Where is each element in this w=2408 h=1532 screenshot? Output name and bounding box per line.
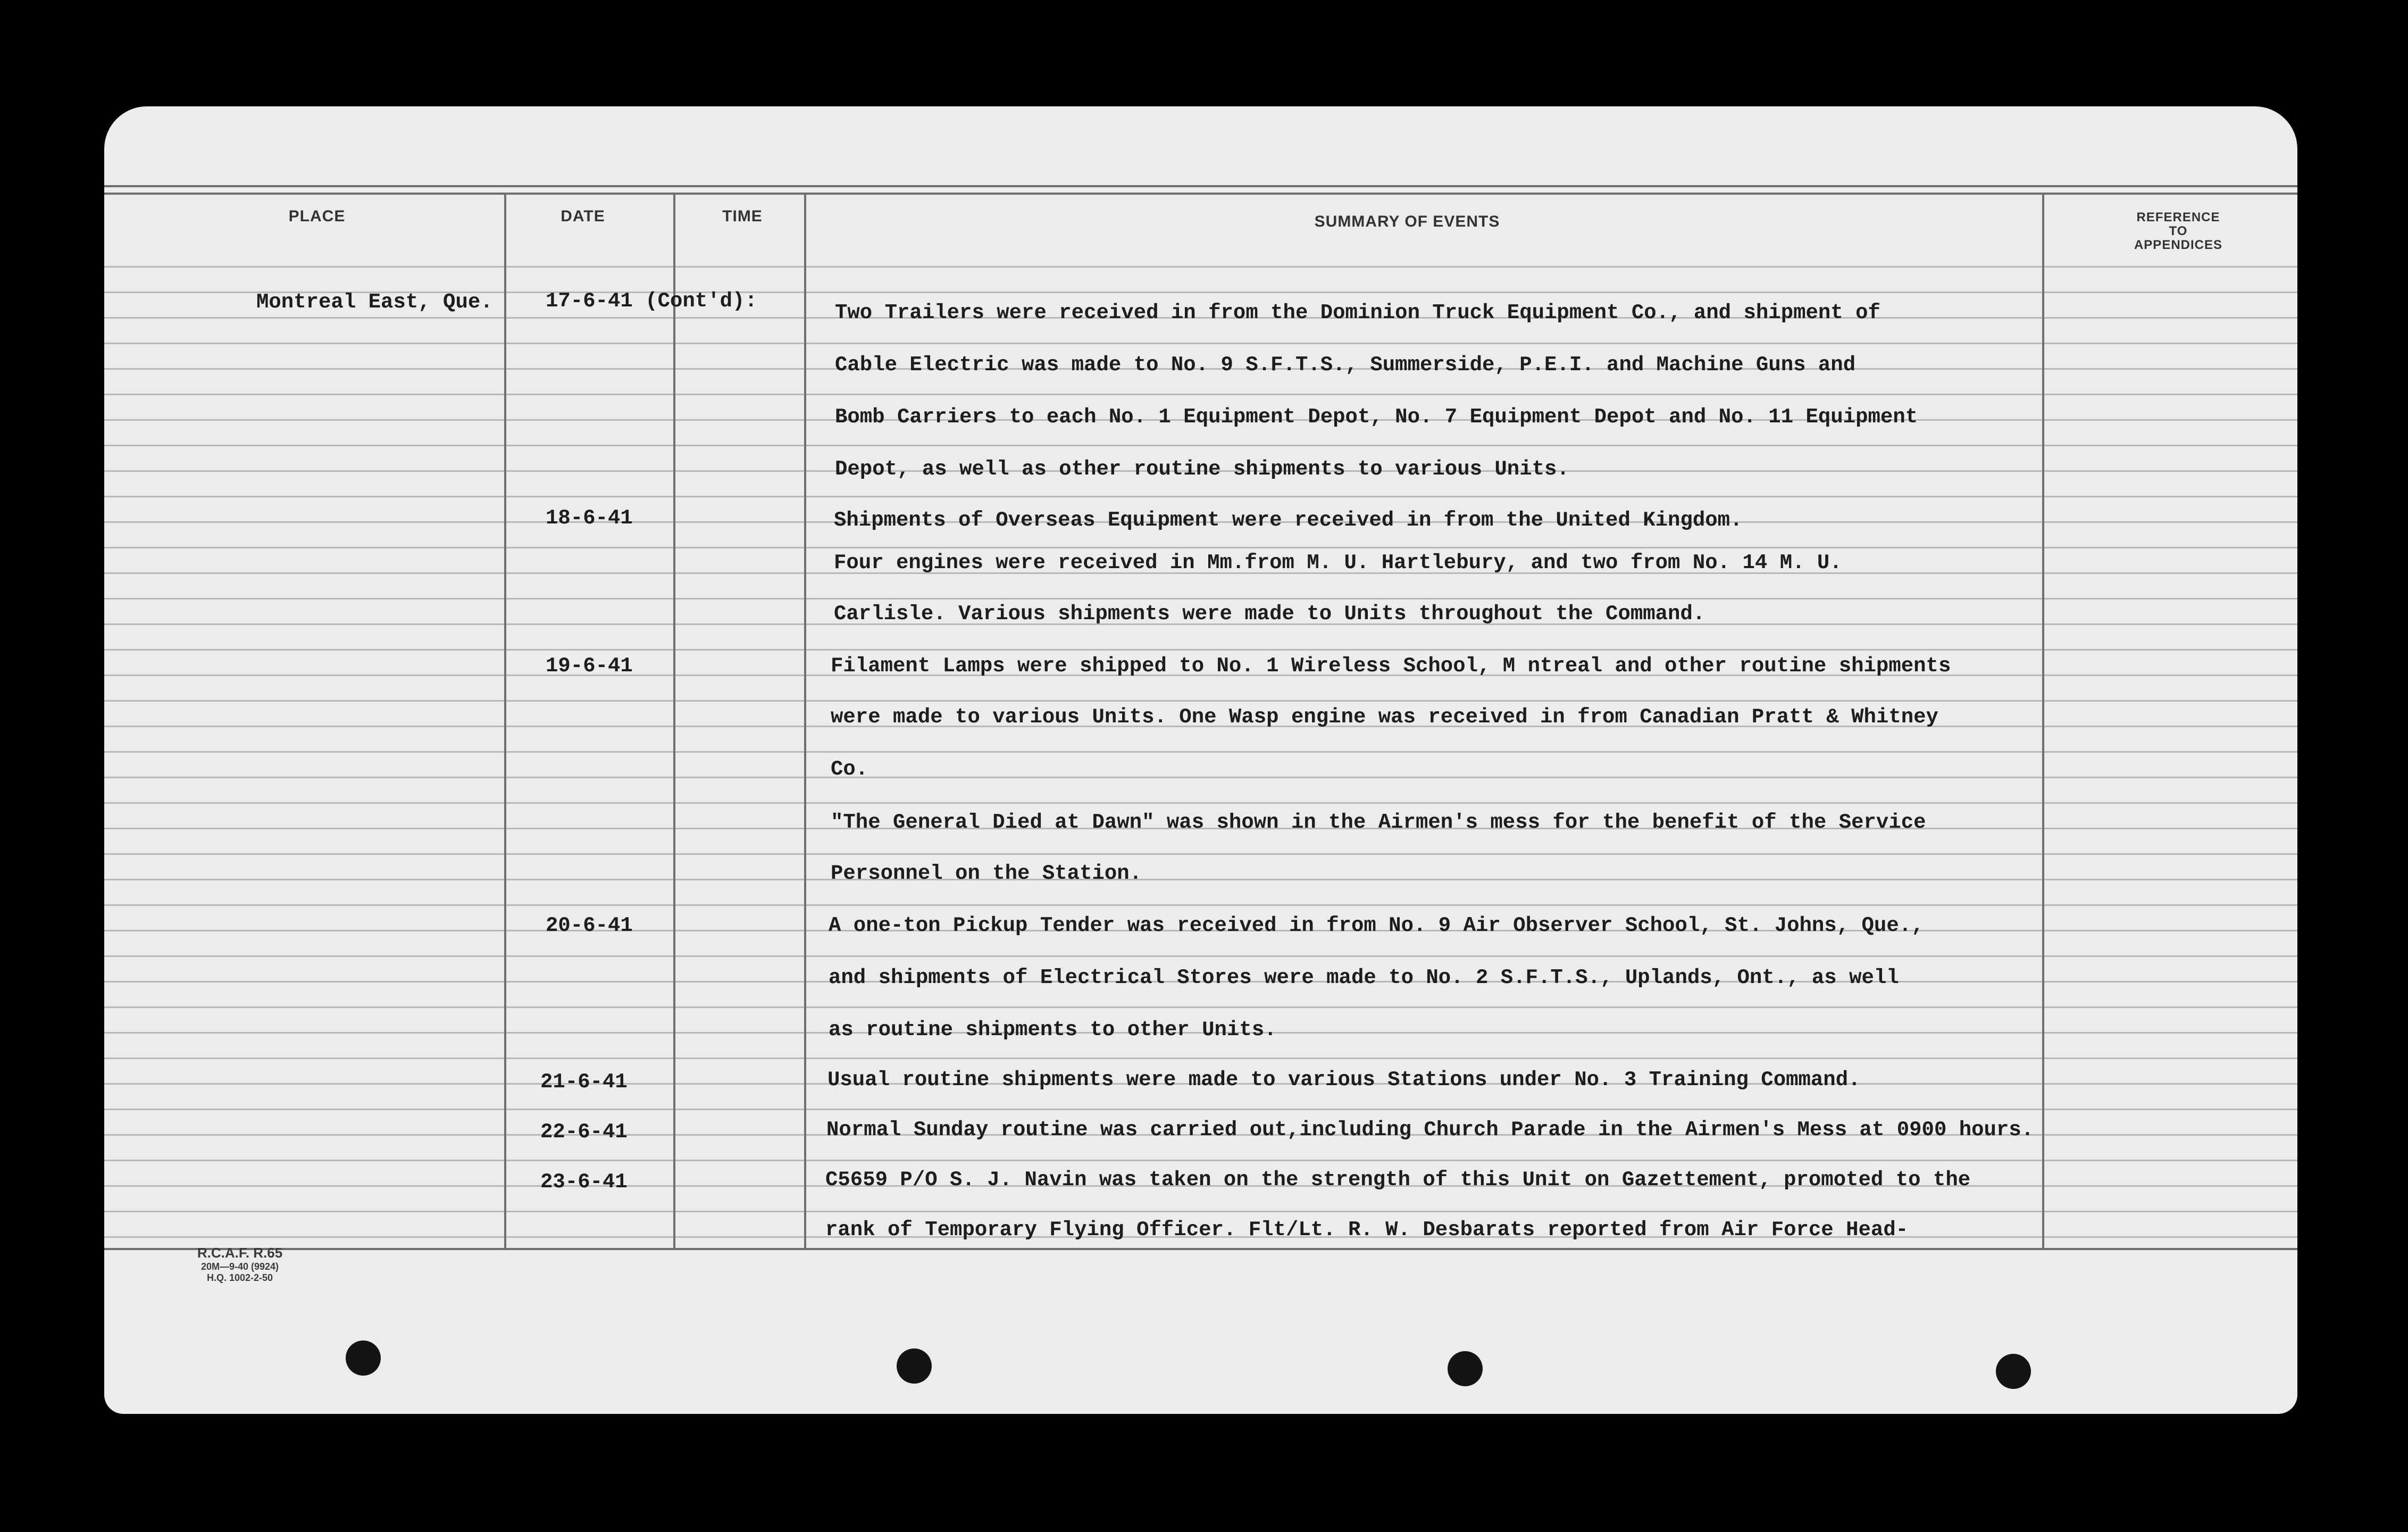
header-time: TIME	[722, 207, 763, 225]
form-identifier	[136, 1245, 344, 1284]
entry-text-line: A one-ton Pickup Tender was received in from No. 9 Air Observer School, St. Johns, Que.,	[829, 914, 1924, 937]
entry-text-line: and shipments of Electrical Stores were made to No. 2 S.F.T.S., Uplands, Ont., as well	[829, 966, 1899, 989]
ruled-line	[104, 955, 2297, 957]
entry-text-line: Co.	[831, 757, 868, 781]
ruled-line	[104, 343, 2297, 344]
ruled-line	[104, 266, 2297, 268]
divider-summary-reference	[2042, 193, 2044, 1248]
header-top-rule-2	[104, 193, 2297, 195]
punch-hole	[346, 1340, 381, 1376]
entry-text-line: Normal Sunday routine was carried out,including Church Parade in the Airmen's Mess at 0900 hours.	[826, 1118, 2034, 1142]
form-id-line-1: R.C.A.F. R.65	[197, 1245, 283, 1261]
header-date: DATE	[561, 207, 605, 225]
entry-text-line: were made to various Units. One Wasp engine was received in from Canadian Pratt & Whitney	[831, 705, 1938, 729]
divider-date-time	[673, 193, 675, 1248]
entry-date: 20-6-41	[546, 914, 633, 937]
divider-place-date	[504, 193, 506, 1248]
entry-date: 23-6-41	[540, 1170, 628, 1194]
header-reference-line-2: TO	[2169, 224, 2188, 238]
ruled-line	[104, 1109, 2297, 1110]
form-id-line-2: 20M—9-40 (9924)	[200, 1261, 279, 1272]
header-top-rule	[104, 185, 2297, 187]
ruled-line	[104, 904, 2297, 906]
ruled-line	[104, 394, 2297, 395]
ruled-line	[104, 777, 2297, 778]
ruled-line	[104, 649, 2297, 651]
record-card	[104, 106, 2297, 1414]
header-reference-line-1: REFERENCE	[2136, 210, 2220, 224]
ruled-line	[104, 547, 2297, 548]
entry-text-line: Bomb Carriers to each No. 1 Equipment Depot, No. 7 Equipment Depot and No. 11 Equipment	[835, 405, 1918, 429]
entry-text-line: C5659 P/O S. J. Navin was taken on the strength of this Unit on Gazettement, promoted to the	[825, 1168, 1971, 1192]
entry-text-line: Two Trailers were received in from the Dominion Truck Equipment Co., and shipment of	[835, 301, 1880, 324]
header-reference	[2061, 211, 2295, 252]
ruled-line	[104, 802, 2297, 804]
ruled-line	[104, 1006, 2297, 1008]
header-reference-line-3: APPENDICES	[2134, 238, 2223, 252]
ruled-line	[104, 1160, 2297, 1161]
entry-date: 18-6-41	[546, 506, 633, 530]
ruled-line	[104, 1211, 2297, 1212]
punch-hole	[897, 1348, 932, 1384]
entry-text-line: Carlisle. Various shipments were made to Units throughout the Command.	[834, 602, 1705, 626]
footer-rule	[104, 1248, 2297, 1250]
ruled-line	[104, 853, 2297, 855]
header-place: PLACE	[288, 207, 346, 225]
ruled-line	[104, 879, 2297, 880]
entry-text-line: Usual routine shipments were made to various Stations under No. 3 Training Command.	[827, 1068, 1861, 1092]
entry-text-line: rank of Temporary Flying Officer. Flt/Lt. R. W. Desbarats reported from Air Force Head-	[825, 1218, 1909, 1242]
divider-time-summary	[804, 193, 806, 1248]
ruled-line	[104, 445, 2297, 446]
entry-date: 21-6-41	[540, 1070, 628, 1094]
ruled-line	[104, 496, 2297, 497]
ruled-line	[104, 598, 2297, 600]
form-id-line-3: H.Q. 1002-2-50	[206, 1272, 273, 1283]
header-summary: SUMMARY OF EVENTS	[1314, 213, 1500, 230]
ruled-line	[104, 1058, 2297, 1059]
entry-date: 19-6-41	[546, 654, 633, 678]
punch-hole	[1996, 1354, 2031, 1389]
entry-date: 17-6-41 (Cont'd):	[546, 289, 757, 313]
entry-text-line: Personnel on the Station.	[831, 862, 1142, 885]
entry-text-line: Filament Lamps were shipped to No. 1 Wireless School, M ntreal and other routine shipments	[831, 654, 1951, 678]
entry-text-line: as routine shipments to other Units.	[829, 1018, 1277, 1042]
entry-date: 22-6-41	[540, 1120, 628, 1144]
punch-hole	[1448, 1351, 1483, 1386]
entry-text-line: Four engines were received in Mm.from M. U. Hartlebury, and two from No. 14 M. U.	[834, 551, 1842, 574]
entry-text-line: "The General Died at Dawn" was shown in the Airmen's mess for the benefit of the Service	[831, 811, 1926, 834]
entry-text-line: Depot, as well as other routine shipments to various Units.	[835, 457, 1569, 481]
place-text: Montreal East, Que.	[256, 290, 493, 314]
ruled-line	[104, 751, 2297, 753]
entry-text-line: Cable Electric was made to No. 9 S.F.T.S., Summerside, P.E.I. and Machine Guns and	[835, 353, 1856, 377]
ruled-line	[104, 700, 2297, 702]
entry-text-line: Shipments of Overseas Equipment were received in from the United Kingdom.	[834, 509, 1743, 532]
